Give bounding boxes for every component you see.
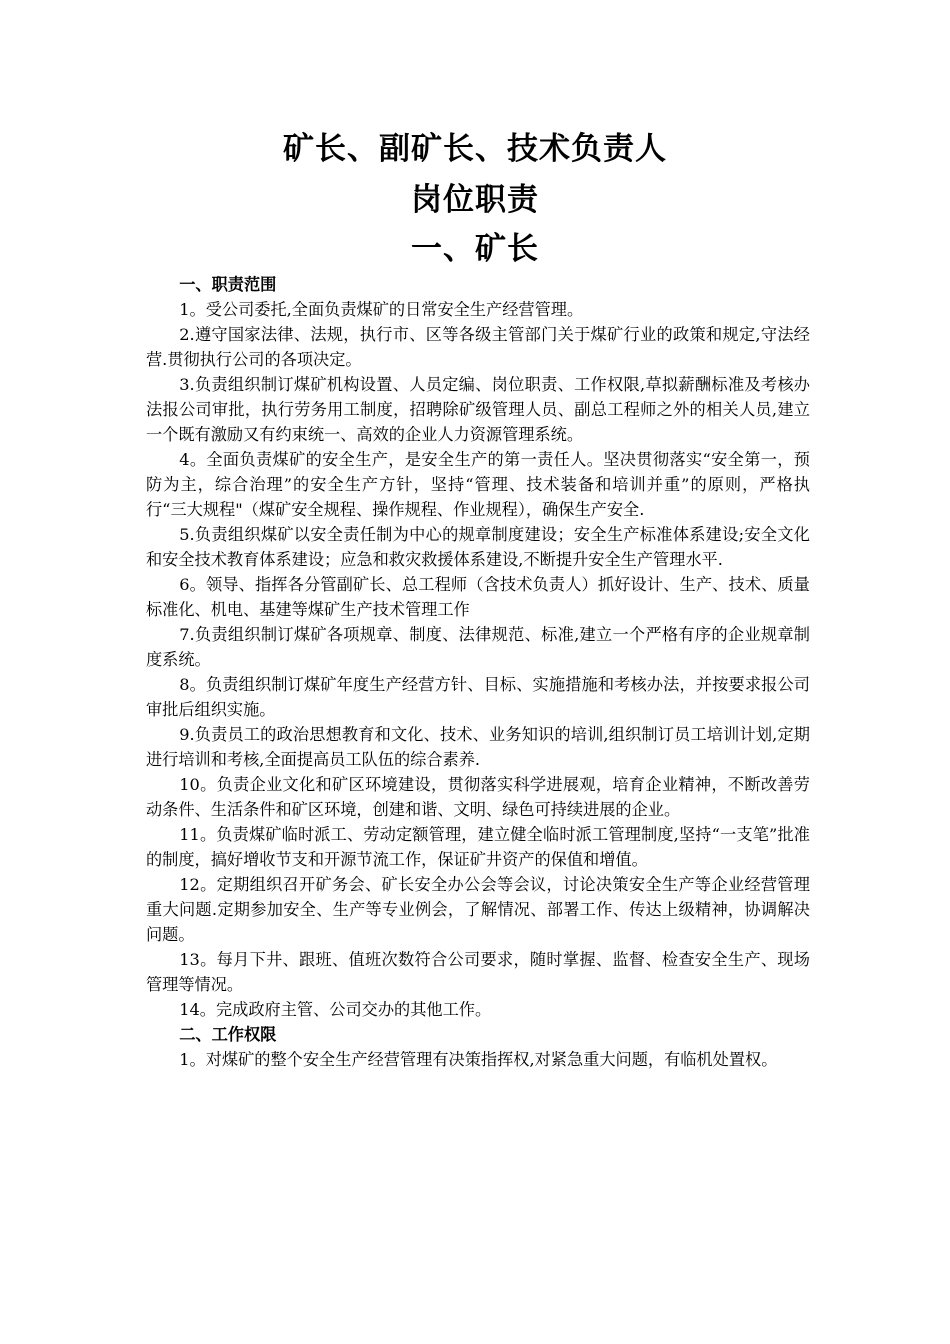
scope-item-3: 3.负责组织制订煤矿机构设置、人员定编、岗位职责、工作权限,草拟薪酬标准及考核办法报公司审批，执行劳务用工制度，招聘除矿级管理人员、副总工程师之外的相关人员,建立一个既有激励又有约束统一、高效的企业人力资源管理系统。 bbox=[146, 375, 810, 444]
scope-item-12: 12。定期组织召开矿务会、矿长安全办公会等会议，讨论决策安全生产等企业经营管理重大问题.定期参加安全、生产等专业例会，了解情况、部署工作、传达上级精神，协调解决问题。 bbox=[146, 875, 810, 944]
scope-heading: 一、职责范围 bbox=[179, 275, 277, 294]
scope-item-13: 13。每月下井、跟班、值班次数符合公司要求，随时掌握、监督、检查安全生产、现场管理等情况。 bbox=[146, 950, 810, 994]
scope-item-9: 9.负责员工的政治思想教育和文化、技术、业务知识的培训,组织制订员工培训计划,定期进行培训和考核,全面提高员工队伍的综合素养. bbox=[146, 725, 810, 769]
authority-item-1: 1。对煤矿的整个安全生产经营管理有决策指挥权,对紧急重大问题，有临机处置权。 bbox=[179, 1050, 778, 1069]
scope-item-5: 5.负责组织煤矿以安全责任制为中心的规章制度建设；安全生产标准体系建设;安全文化和安全技术教育体系建设；应急和救灾救援体系建设,不断提升安全生产管理水平. bbox=[146, 525, 810, 569]
scope-item-8: 8。负责组织制订煤矿年度生产经营方针、目标、实施措施和考核办法，并按要求报公司审批后组织实施。 bbox=[146, 675, 810, 719]
authority-heading: 二、工作权限 bbox=[179, 1025, 277, 1044]
scope-item-14: 14。完成政府主管、公司交办的其他工作。 bbox=[179, 1000, 492, 1019]
scope-item-1: 1。受公司委托,全面负责煤矿的日常安全生产经营管理。 bbox=[179, 300, 584, 319]
scope-item-6: 6。领导、指挥各分管副矿长、总工程师（含技术负责人）抓好设计、生产、技术、质量标准化、机电、基建等煤矿生产技术管理工作 bbox=[146, 575, 810, 619]
document-body bbox=[146, 272, 810, 1072]
scope-item-10: 10。负责企业文化和矿区环境建设，贯彻落实科学进展观，培育企业精神，不断改善劳动条件、生活条件和矿区环境，创建和谐、文明、绿色可持续进展的企业。 bbox=[146, 775, 810, 819]
scope-item-11: 11。负责煤矿临时派工、劳动定额管理，建立健全临时派工管理制度,坚持“一支笔”批准的制度，搞好增收节支和开源节流工作，保证矿井资产的保值和增值。 bbox=[146, 825, 810, 869]
document-title-line1: 矿长、副矿长、技术负责人 bbox=[283, 131, 667, 167]
document-title-line2: 岗位职责 bbox=[411, 182, 539, 218]
scope-item-7: 7.负责组织制订煤矿各项规章、制度、法律规范、标准,建立一个严格有序的企业规章制度系统。 bbox=[146, 625, 810, 669]
scope-item-4: 4。全面负责煤矿的安全生产，是安全生产的第一责任人。坚决贯彻落实“安全第一，预防为主，综合治理”的安全生产方针，坚持“管理、技术装备和培训并重”的原则，严格执行“三大规程"（煤矿安全规程、操作规程、作业规程），确保生产安全. bbox=[146, 450, 810, 519]
scope-item-2: 2.遵守国家法律、法规，执行市、区等各级主管部门关于煤矿行业的政策和规定,守法经营.贯彻执行公司的各项决定。 bbox=[146, 325, 810, 369]
section-title: 一、矿长 bbox=[411, 231, 539, 267]
